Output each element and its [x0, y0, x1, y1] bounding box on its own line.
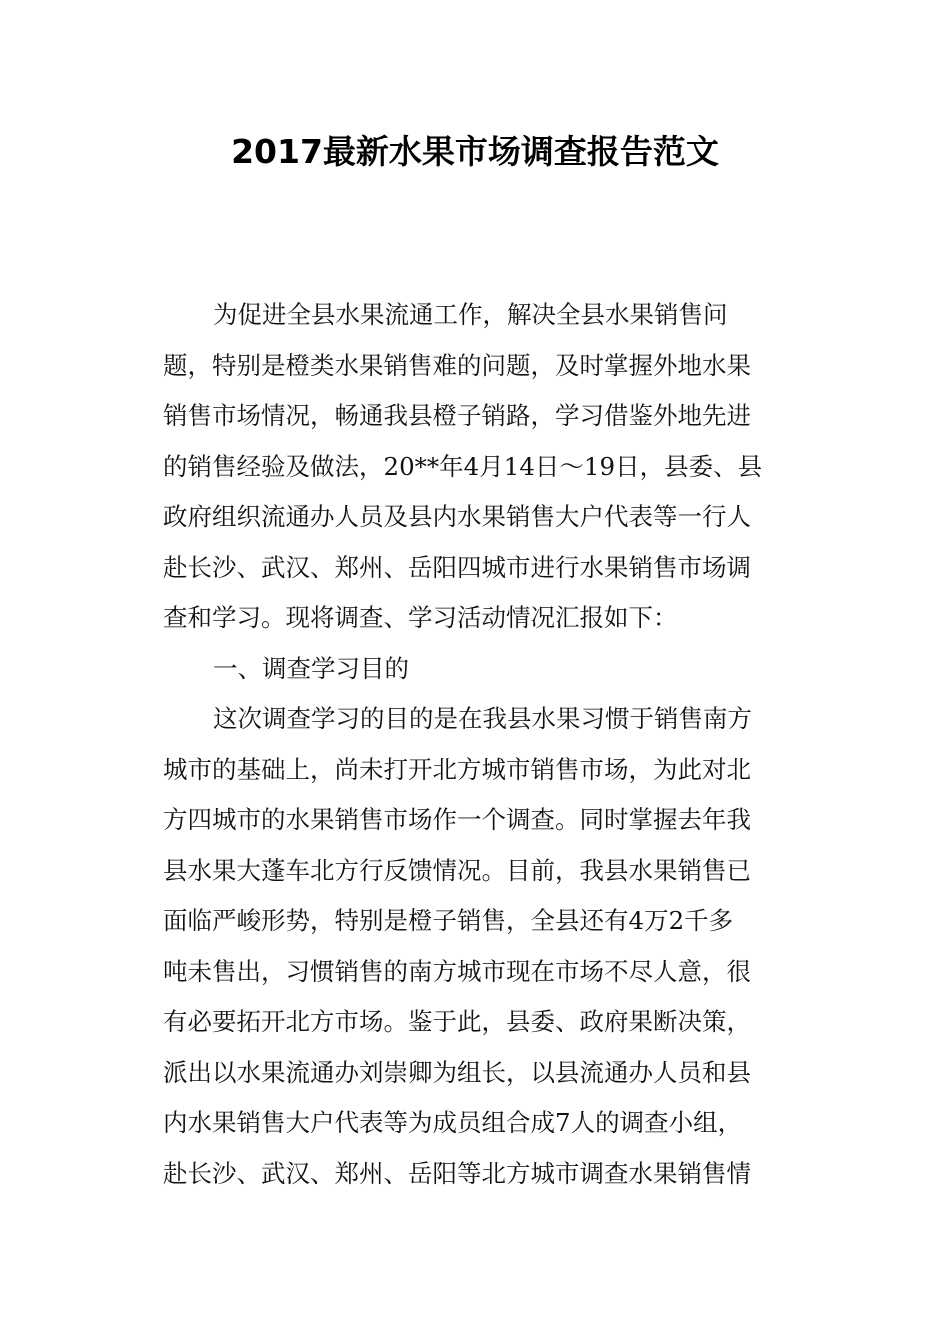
paragraph-line: 这次调查学习的目的是在我县水果习惯于销售南方: [213, 704, 752, 733]
paragraph-line: 政府组织流通办人员及县内水果销售大户代表等一行人: [163, 502, 751, 531]
paragraph-line: 县水果大蓬车北方行反馈情况。目前，我县水果销售已: [163, 855, 751, 885]
document-title: 2017最新水果市场调查报告范文: [231, 132, 719, 171]
paragraph-line: 赴长沙、武汉、郑州、岳阳等北方城市调查水果销售情: [163, 1158, 751, 1188]
paragraph-line: 题，特别是橙类水果销售难的问题，及时掌握外地水果: [163, 350, 751, 380]
paragraph-line: 面临严峻形势，特别是橙子销售，全县还有4万2千多: [163, 906, 734, 935]
paragraph-line: 赴长沙、武汉、郑州、岳阳四城市进行水果销售市场调: [163, 552, 751, 582]
section-heading: 一、调查学习目的: [213, 653, 409, 683]
paragraph-line: 查和学习。现将调查、学习活动情况汇报如下：: [163, 603, 678, 632]
paragraph-line: 内水果销售大户代表等为成员组合成7人的调查小组，: [163, 1108, 743, 1137]
paragraph-line: 销售市场情况，畅通我县橙子销路，学习借鉴外地先进: [163, 401, 751, 430]
paragraph-line: 城市的基础上，尚未打开北方城市销售市场，为此对北: [163, 754, 751, 784]
paragraph-line: 吨未售出，习惯销售的南方城市现在市场不尽人意，很: [163, 956, 751, 986]
document-body: [163, 290, 803, 1199]
paragraph-line: 派出以水果流通办刘崇卿为组长，以县流通办人员和县: [163, 1057, 751, 1087]
paragraph-line: 方四城市的水果销售市场作一个调查。同时掌握去年我: [163, 805, 751, 834]
paragraph-line: 的销售经验及做法，20**年4月14日～19日，县委、县: [163, 451, 763, 481]
paragraph-line: 有必要拓开北方市场。鉴于此，县委、政府果断决策，: [163, 1007, 751, 1036]
paragraph-line: 为促进全县水果流通工作，解决全县水果销售问: [213, 300, 728, 329]
